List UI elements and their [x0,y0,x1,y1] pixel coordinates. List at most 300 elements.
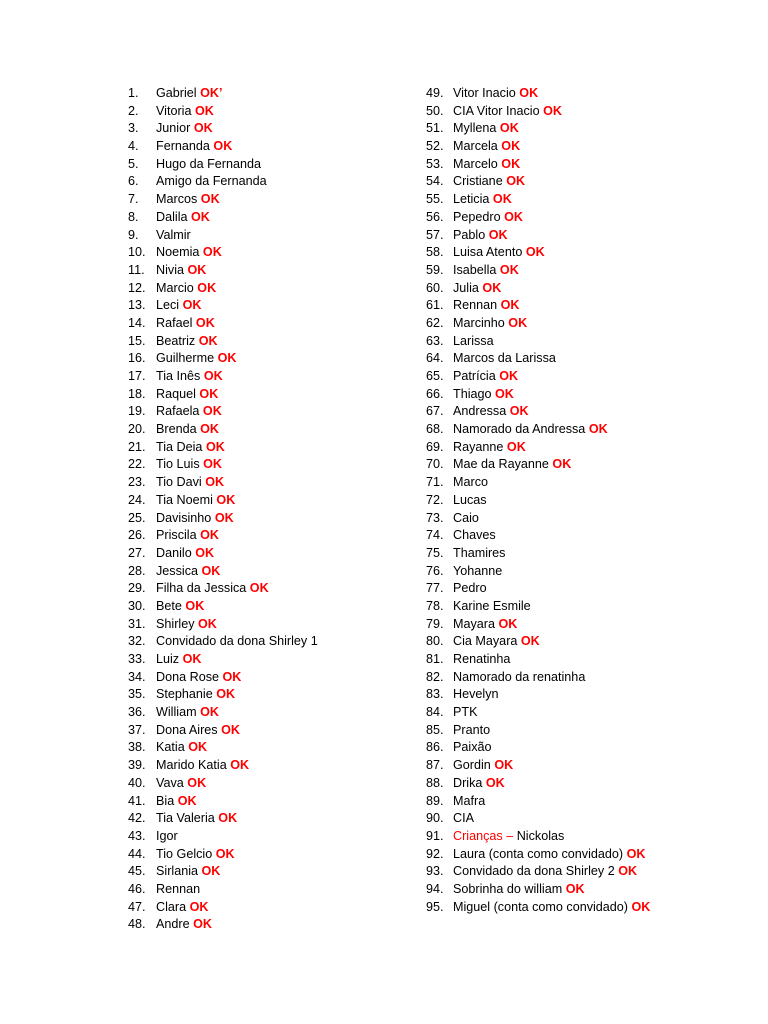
item-text [453,793,485,811]
guest-name: CIA Vitor Inacio [453,103,540,118]
guest-list-item [426,333,650,351]
guest-name: Tia Noemi [156,492,213,507]
item-text [453,828,564,846]
item-text [156,793,197,811]
guest-name: CIA [453,811,474,826]
item-number: 79. [426,616,444,631]
ok-status: OK [520,634,540,649]
item-text [156,244,222,262]
guest-list-item [426,545,650,563]
guest-name: Tia Deia [156,439,203,454]
guest-list-item [128,227,318,245]
guest-name: Marido Katia [156,758,227,773]
item-number: 14. [128,315,146,330]
ok-status: OK [504,209,524,224]
item-text [453,421,608,439]
guest-list-right [426,85,650,916]
ok-status: OK [221,722,240,737]
ok-status: OK [195,315,215,330]
ok-status: OK [500,298,520,313]
guest-list-item [128,297,318,315]
item-number: 18. [128,386,146,401]
guest-list-item [128,545,318,563]
item-text [453,227,508,245]
ok-status: OK [499,121,519,136]
ok-status: OK [626,846,646,861]
ok-status: OK [218,811,238,826]
item-text [453,545,505,563]
guest-list-item [426,527,650,545]
guest-list-item [128,793,318,811]
guest-name: Andressa [453,404,507,419]
item-text [156,350,236,368]
item-text [453,492,487,510]
item-number: 81. [426,652,444,666]
item-text [453,722,490,740]
guest-list-item [426,262,650,280]
item-number: 78. [426,598,444,613]
item-text [453,280,501,298]
guest-name: Larissa [453,333,494,348]
guest-name: Rayanne [453,439,504,454]
guest-list-item [128,580,318,598]
item-number: 77. [426,581,444,596]
guest-name: Luiz [156,652,180,666]
guest-name: Karine Esmile [453,598,531,613]
ok-status: OK [249,581,269,596]
guest-list-item [128,828,318,846]
guest-list-item [128,563,318,581]
ok-status: OK [203,369,223,383]
item-number: 45. [128,864,146,879]
item-text [453,686,499,704]
guest-list-item [426,846,650,864]
guest-name: Bete [156,598,182,613]
item-number: 88. [426,775,444,790]
guest-list-item [128,244,318,262]
ok-status: OK’ [200,86,223,100]
item-text [156,757,249,775]
guest-list-item [426,244,650,262]
ok-status: OK [230,758,250,773]
ok-status: OK [200,192,220,207]
item-text [453,85,538,103]
guest-name: Andre [156,917,190,932]
item-number: 9. [128,227,139,242]
ok-status: OK [213,139,233,154]
item-text [156,863,220,881]
item-number: 35. [128,687,146,702]
item-number: 19. [128,404,146,419]
ok-status: OK [552,457,572,472]
item-text [453,120,519,138]
ok-status: OK [494,758,514,773]
item-text [156,333,218,351]
guest-name: Sirlania [156,864,198,879]
guest-list-item [128,173,318,191]
item-number: 43. [128,828,146,843]
guest-list-item [128,881,318,899]
guest-name: Tia Inês [156,369,201,383]
item-number: 51. [426,121,444,136]
item-number: 20. [128,422,146,437]
guest-list-item [426,280,650,298]
item-text [453,297,520,315]
guest-list-item [128,669,318,687]
item-number: 80. [426,634,444,649]
item-text [453,474,488,492]
guest-name: Vitoria [156,103,192,118]
guest-list-item [426,881,650,899]
ok-status: OK [194,103,214,118]
ok-status: OK [499,262,519,277]
item-number: 6. [128,174,139,189]
item-number: 28. [128,563,146,578]
guest-list-item [426,421,650,439]
item-number: 50. [426,103,444,118]
ok-status: OK [485,775,505,790]
guest-list-item [426,156,650,174]
guest-list-item [128,350,318,368]
guest-list-item [426,403,650,421]
ok-status: OK [203,457,223,472]
item-text [156,616,217,634]
guest-list-item [128,456,318,474]
item-number: 69. [426,439,444,454]
item-number: 53. [426,156,444,171]
item-text [156,456,222,474]
item-number: 32. [128,634,146,649]
guest-name: Vitor Inacio [453,86,516,100]
item-text [156,704,219,722]
item-number: 24. [128,492,146,507]
item-text [156,722,240,740]
item-number: 61. [426,298,444,313]
item-text [453,563,502,581]
item-text [453,368,518,386]
guest-name: Davisinho [156,510,212,525]
item-text [156,828,178,846]
item-text [156,669,241,687]
guest-list-item [426,510,650,528]
item-text [156,315,215,333]
item-text [156,651,202,669]
guest-list-item [426,85,650,103]
guest-list-item [128,403,318,421]
guest-list-item [426,368,650,386]
guest-list-item [426,775,650,793]
item-number: 94. [426,881,444,896]
guest-list-item [426,120,650,138]
ok-status: OK [200,528,219,543]
guest-name: Marcos da Larissa [453,351,556,366]
item-text [453,757,513,775]
item-text [453,739,492,757]
guest-list-item [128,775,318,793]
guest-list-item [128,368,318,386]
item-number: 95. [426,899,444,914]
item-text [453,350,556,368]
item-number: 16. [128,351,146,366]
ok-status: OK [193,917,212,932]
item-text [453,244,545,262]
guest-list-item [128,474,318,492]
guest-list-item [426,297,650,315]
item-number: 65. [426,369,444,383]
item-number: 31. [128,616,146,631]
guest-list-item [128,846,318,864]
item-text [453,633,540,651]
guest-list-item [128,439,318,457]
guest-name: Marcos [156,192,198,207]
guest-name: Stephanie [156,687,213,702]
item-number: 30. [128,598,146,613]
item-text [156,227,191,245]
guest-name: Marcinho [453,315,505,330]
item-text [156,156,261,174]
item-number: 74. [426,528,444,543]
guest-name: Drika [453,775,483,790]
ok-status: OK [216,492,236,507]
ok-status: OK [202,245,222,260]
guest-list-item [128,315,318,333]
item-text [156,421,219,439]
guest-name: Junior [156,121,191,136]
guest-name: Jessica [156,563,198,578]
item-number: 22. [128,457,146,472]
item-number: 11. [128,262,145,277]
guest-name: Tio Davi [156,475,202,490]
ok-status: OK [198,616,217,631]
item-number: 15. [128,333,146,348]
item-number: 84. [426,705,444,720]
item-text [453,138,520,156]
guest-list-item [128,739,318,757]
guest-list-item [426,793,650,811]
item-number: 10. [128,245,146,260]
guest-name: Guilherme [156,351,215,366]
guest-list-item [426,828,650,846]
guest-name: Filha da Jessica [156,581,247,596]
item-number: 62. [426,315,444,330]
ok-status: OK [495,386,514,401]
item-number: 23. [128,475,146,490]
item-number: 93. [426,864,444,879]
item-number: 72. [426,492,444,507]
item-text [156,191,220,209]
item-text [156,686,235,704]
guest-name: Chaves [453,528,496,543]
ok-status: OK [215,846,235,861]
guest-name: Luisa Atento [453,245,523,260]
guest-list-left-column [128,85,318,934]
item-text [156,810,237,828]
guest-name: Marco [453,475,488,490]
guest-name: Marcela [453,139,498,154]
item-number: 34. [128,669,146,684]
guest-list-item [426,439,650,457]
guest-name: Pepedro [453,209,501,224]
item-text [156,297,202,315]
ok-status: OK [201,864,221,879]
guest-list-item [128,722,318,740]
ok-status: OK [188,740,208,755]
guest-name: Cristiane [453,174,503,189]
item-text [453,881,585,899]
item-number: 47. [128,899,146,914]
item-number: 67. [426,404,444,419]
item-text [453,209,523,227]
item-number: 21. [128,439,146,454]
guest-name: Rafael [156,315,193,330]
item-number: 7. [128,192,139,207]
guest-name: Thiago [453,386,492,401]
guest-name: Fernanda [156,139,210,154]
item-text [156,580,269,598]
ok-status: OK [198,333,218,348]
item-text [156,598,204,616]
guest-name: Thamires [453,545,506,560]
item-text [453,456,571,474]
item-number: 42. [128,811,146,826]
item-number: 54. [426,174,444,189]
ok-status: OK [205,475,225,490]
guest-name: Dalila [156,209,188,224]
ok-status: OK [525,245,545,260]
guest-name: Rafaela [156,404,200,419]
item-text [156,527,219,545]
guest-list-item [426,757,650,775]
item-number: 36. [128,705,146,720]
guest-name: Miguel (conta como convidado) [453,899,629,914]
ok-status: OK [195,545,215,560]
item-text [156,881,200,899]
guest-name: Cia Mayara [453,634,518,649]
item-number: 17. [128,369,146,383]
guest-name: Tio Gelcio [156,846,213,861]
guest-name: Nivia [156,262,184,277]
guest-name: Valmir [156,227,191,242]
item-number: 26. [128,528,146,543]
guest-name: Mafra [453,793,486,808]
item-text [156,439,225,457]
ok-status: OK [187,262,207,277]
item-number: 48. [128,917,146,932]
guest-name: Hevelyn [453,687,499,702]
guest-name: Vava [156,775,184,790]
item-text [156,846,235,864]
item-text [453,598,531,616]
item-text [453,386,514,404]
guest-name: Dona Aires [156,722,218,737]
item-text [453,173,525,191]
item-text [156,474,224,492]
item-text [156,739,207,757]
guest-name: Pranto [453,722,491,737]
guest-list-item [426,598,650,616]
guest-list-item [128,333,318,351]
guest-list-item [128,899,318,917]
item-number: 66. [426,386,444,401]
guest-name: William [156,705,197,720]
item-text [453,403,529,421]
item-text [156,899,209,917]
item-number: 33. [128,652,146,666]
item-number: 41. [128,793,146,808]
guest-list-item [426,704,650,722]
item-number: 58. [426,245,444,260]
item-text [453,704,478,722]
guest-name: Hugo da Fernanda [156,156,262,171]
ok-status: OK [193,121,213,136]
guest-name: Renatinha [453,652,511,666]
guest-name: Katia [156,740,185,755]
guest-list-item [426,686,650,704]
item-number: 70. [426,457,444,472]
item-text [453,156,520,174]
guest-list-item [128,757,318,775]
item-text [156,262,206,280]
ok-status: OK [482,280,502,295]
guest-name: Brenda [156,422,197,437]
guest-name: Mayara [453,616,495,631]
item-number: 46. [128,881,146,896]
item-text [453,846,646,864]
guest-list-item [128,103,318,121]
item-number: 55. [426,192,444,207]
ok-status: OK [501,156,521,171]
ok-status: OK [200,705,219,720]
item-text [156,209,210,227]
guest-name: Tia Valeria [156,811,215,826]
guest-list-item [426,899,650,917]
item-number: 44. [128,846,146,861]
ok-status: OK [565,881,585,896]
guest-list-item [128,280,318,298]
item-text [156,120,213,138]
item-text [156,280,216,298]
item-text [156,403,222,421]
guest-list-item [426,227,650,245]
guest-name: Pedro [453,581,487,596]
guest-name: Caio [453,510,479,525]
ok-status: OK [499,369,519,383]
guest-list-item [426,722,650,740]
item-number: 71. [426,475,444,490]
item-text [453,510,479,528]
ok-status: OK [488,227,508,242]
guest-list-item [128,262,318,280]
ok-status: OK [189,899,209,914]
item-text [453,191,512,209]
item-text [156,775,206,793]
item-number: 64. [426,351,444,366]
item-number: 60. [426,280,444,295]
guest-name: Sobrinha do william [453,881,563,896]
item-text [156,103,214,121]
item-number: 83. [426,687,444,702]
guest-name: Rennan [156,881,201,896]
ok-status: OK [182,652,202,666]
guest-list-item [426,138,650,156]
item-text [453,262,519,280]
guest-list-item [426,633,650,651]
item-number: 90. [426,811,444,826]
item-text [453,333,494,351]
item-number: 52. [426,139,444,154]
item-text [156,633,318,651]
item-number: 39. [128,758,146,773]
